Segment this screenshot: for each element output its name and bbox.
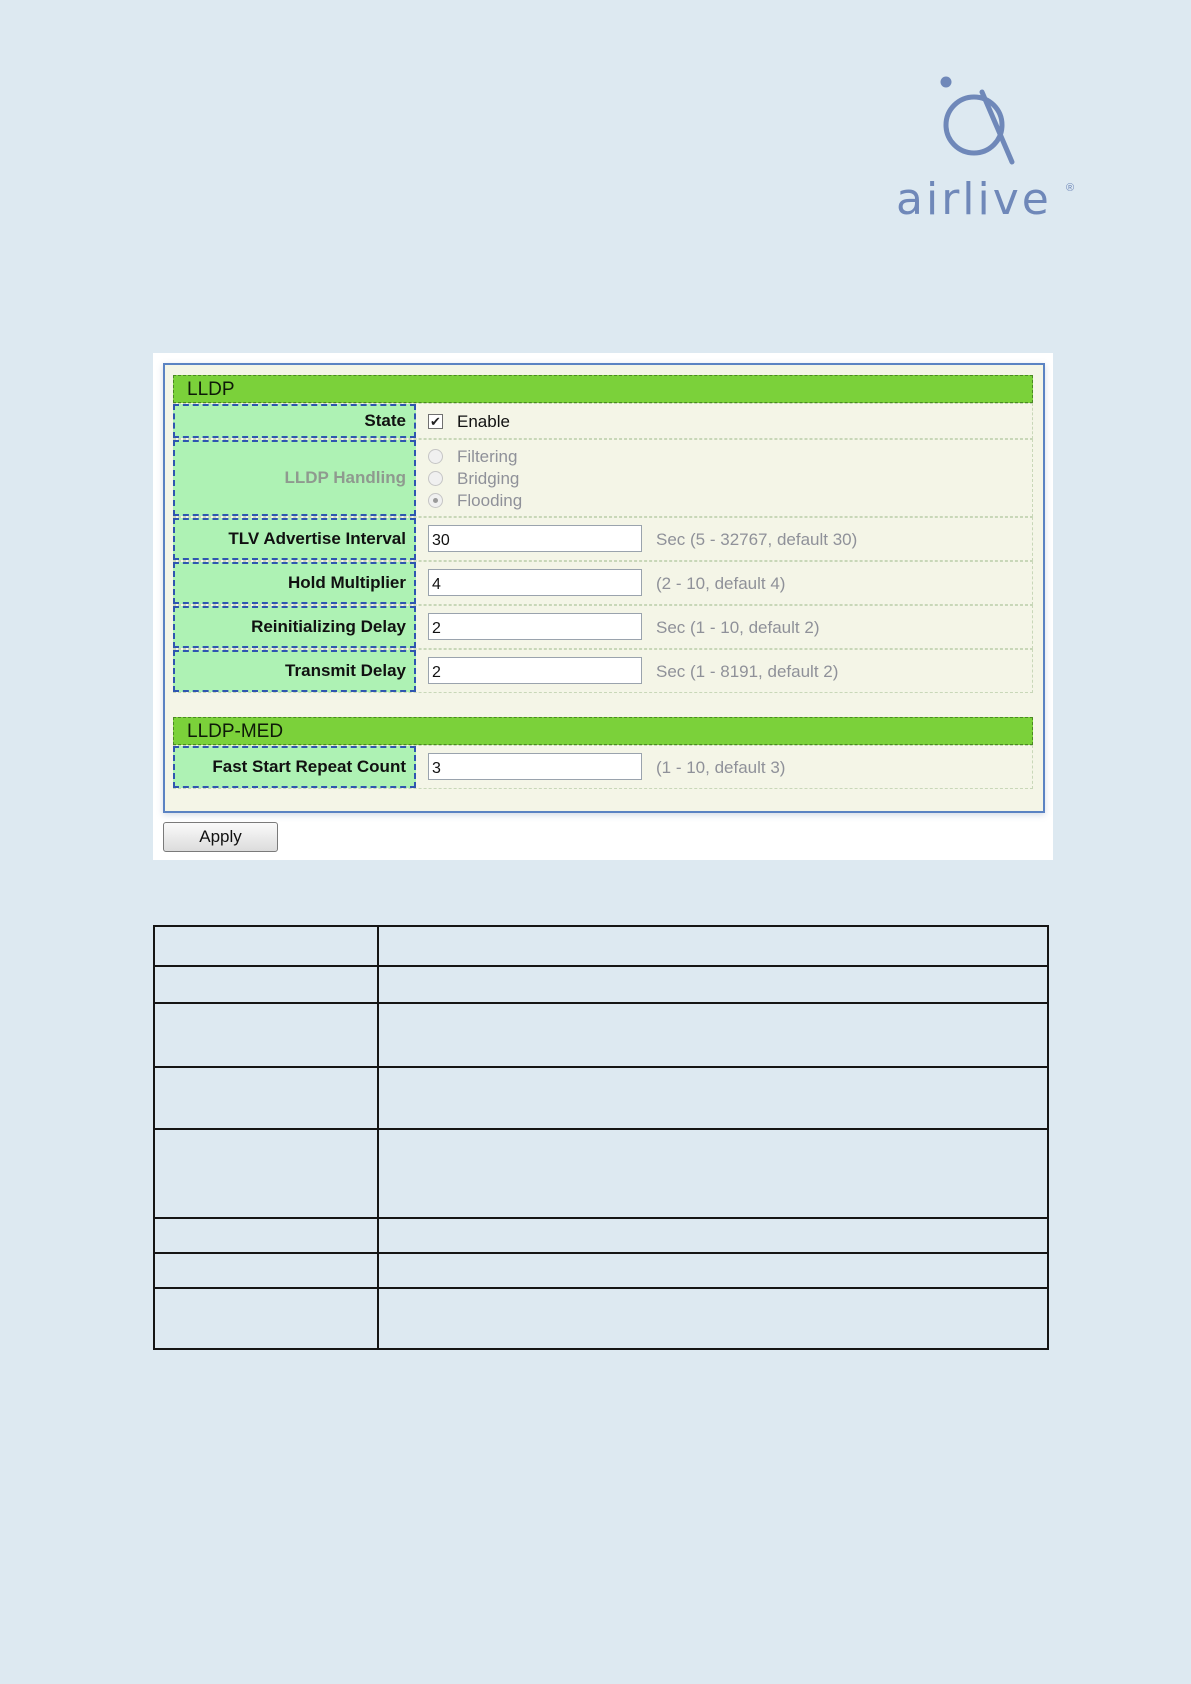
- logo-text: airlive: [896, 174, 1052, 225]
- table-row: [154, 926, 1048, 966]
- transmit-delay-hint: Sec (1 - 8191, default 2): [656, 662, 839, 681]
- table-row: [154, 1003, 1048, 1067]
- table-row: [154, 1218, 1048, 1253]
- reinitializing-delay-label: Reinitializing Delay: [173, 606, 416, 648]
- table-cell: [154, 1003, 378, 1067]
- bridging-label: Bridging: [457, 469, 520, 488]
- lldp-section-header: LLDP: [173, 375, 1033, 403]
- table-cell: [154, 966, 378, 1003]
- hold-multiplier-label: Hold Multiplier: [173, 562, 416, 604]
- table-cell: [154, 1288, 378, 1349]
- flooding-label: Flooding: [457, 491, 523, 510]
- bridging-radio[interactable]: [428, 471, 443, 486]
- state-label: State: [173, 404, 416, 438]
- state-enable-checkbox[interactable]: ✔: [428, 414, 443, 429]
- table-cell: [154, 1253, 378, 1288]
- registered-mark: ®: [1066, 182, 1075, 194]
- table-cell: [378, 1218, 1048, 1253]
- table-cell: [154, 926, 378, 966]
- table-cell: [378, 966, 1048, 1003]
- tlv-advertise-interval-row: [173, 517, 1033, 561]
- lldp-settings-panel: [163, 363, 1045, 813]
- reinitializing-delay-row: [173, 605, 1033, 649]
- table-row: [154, 1253, 1048, 1288]
- tlv-advertise-interval-input[interactable]: [428, 525, 642, 552]
- fast-start-repeat-count-row: [173, 745, 1033, 789]
- lldp-handling-label: LLDP Handling: [173, 440, 416, 516]
- table-row: [154, 966, 1048, 1003]
- reinitializing-delay-hint: Sec (1 - 10, default 2): [656, 618, 820, 637]
- table-row: [154, 1067, 1048, 1129]
- transmit-delay-input[interactable]: [428, 657, 642, 684]
- filtering-label: Filtering: [457, 447, 518, 466]
- state-enable-label: Enable: [457, 412, 510, 431]
- airlive-logo-mark: [896, 70, 1081, 180]
- description-table: [153, 925, 1049, 1350]
- table-cell: [378, 1288, 1048, 1349]
- table-cell: [154, 1129, 378, 1218]
- table-row: [154, 1288, 1048, 1349]
- flooding-radio[interactable]: [428, 493, 443, 508]
- reinitializing-delay-input[interactable]: [428, 613, 642, 640]
- table-cell: [154, 1218, 378, 1253]
- fast-start-repeat-count-hint: (1 - 10, default 3): [656, 758, 786, 777]
- table-cell: [154, 1067, 378, 1129]
- apply-button[interactable]: Apply: [163, 822, 278, 852]
- lldp-handling-row: [173, 439, 1033, 517]
- fast-start-repeat-count-input[interactable]: [428, 753, 642, 780]
- hold-multiplier-input[interactable]: [428, 569, 642, 596]
- fast-start-repeat-count-label: Fast Start Repeat Count: [173, 746, 416, 788]
- table-row: [154, 1129, 1048, 1218]
- lldp-settings-screenshot: [153, 353, 1053, 860]
- tlv-advertise-interval-hint: Sec (5 - 32767, default 30): [656, 530, 858, 549]
- table-cell: [378, 1067, 1048, 1129]
- tlv-advertise-interval-label: TLV Advertise Interval: [173, 518, 416, 560]
- table-cell: [378, 1253, 1048, 1288]
- table-cell: [378, 926, 1048, 966]
- transmit-delay-label: Transmit Delay: [173, 650, 416, 692]
- state-row: [173, 403, 1033, 439]
- hold-multiplier-row: [173, 561, 1033, 605]
- transmit-delay-row: [173, 649, 1033, 693]
- airlive-logo: [896, 70, 1081, 230]
- lldp-med-section-header: LLDP-MED: [173, 717, 1033, 745]
- table-cell: [378, 1129, 1048, 1218]
- table-cell: [378, 1003, 1048, 1067]
- hold-multiplier-hint: (2 - 10, default 4): [656, 574, 786, 593]
- filtering-radio[interactable]: [428, 449, 443, 464]
